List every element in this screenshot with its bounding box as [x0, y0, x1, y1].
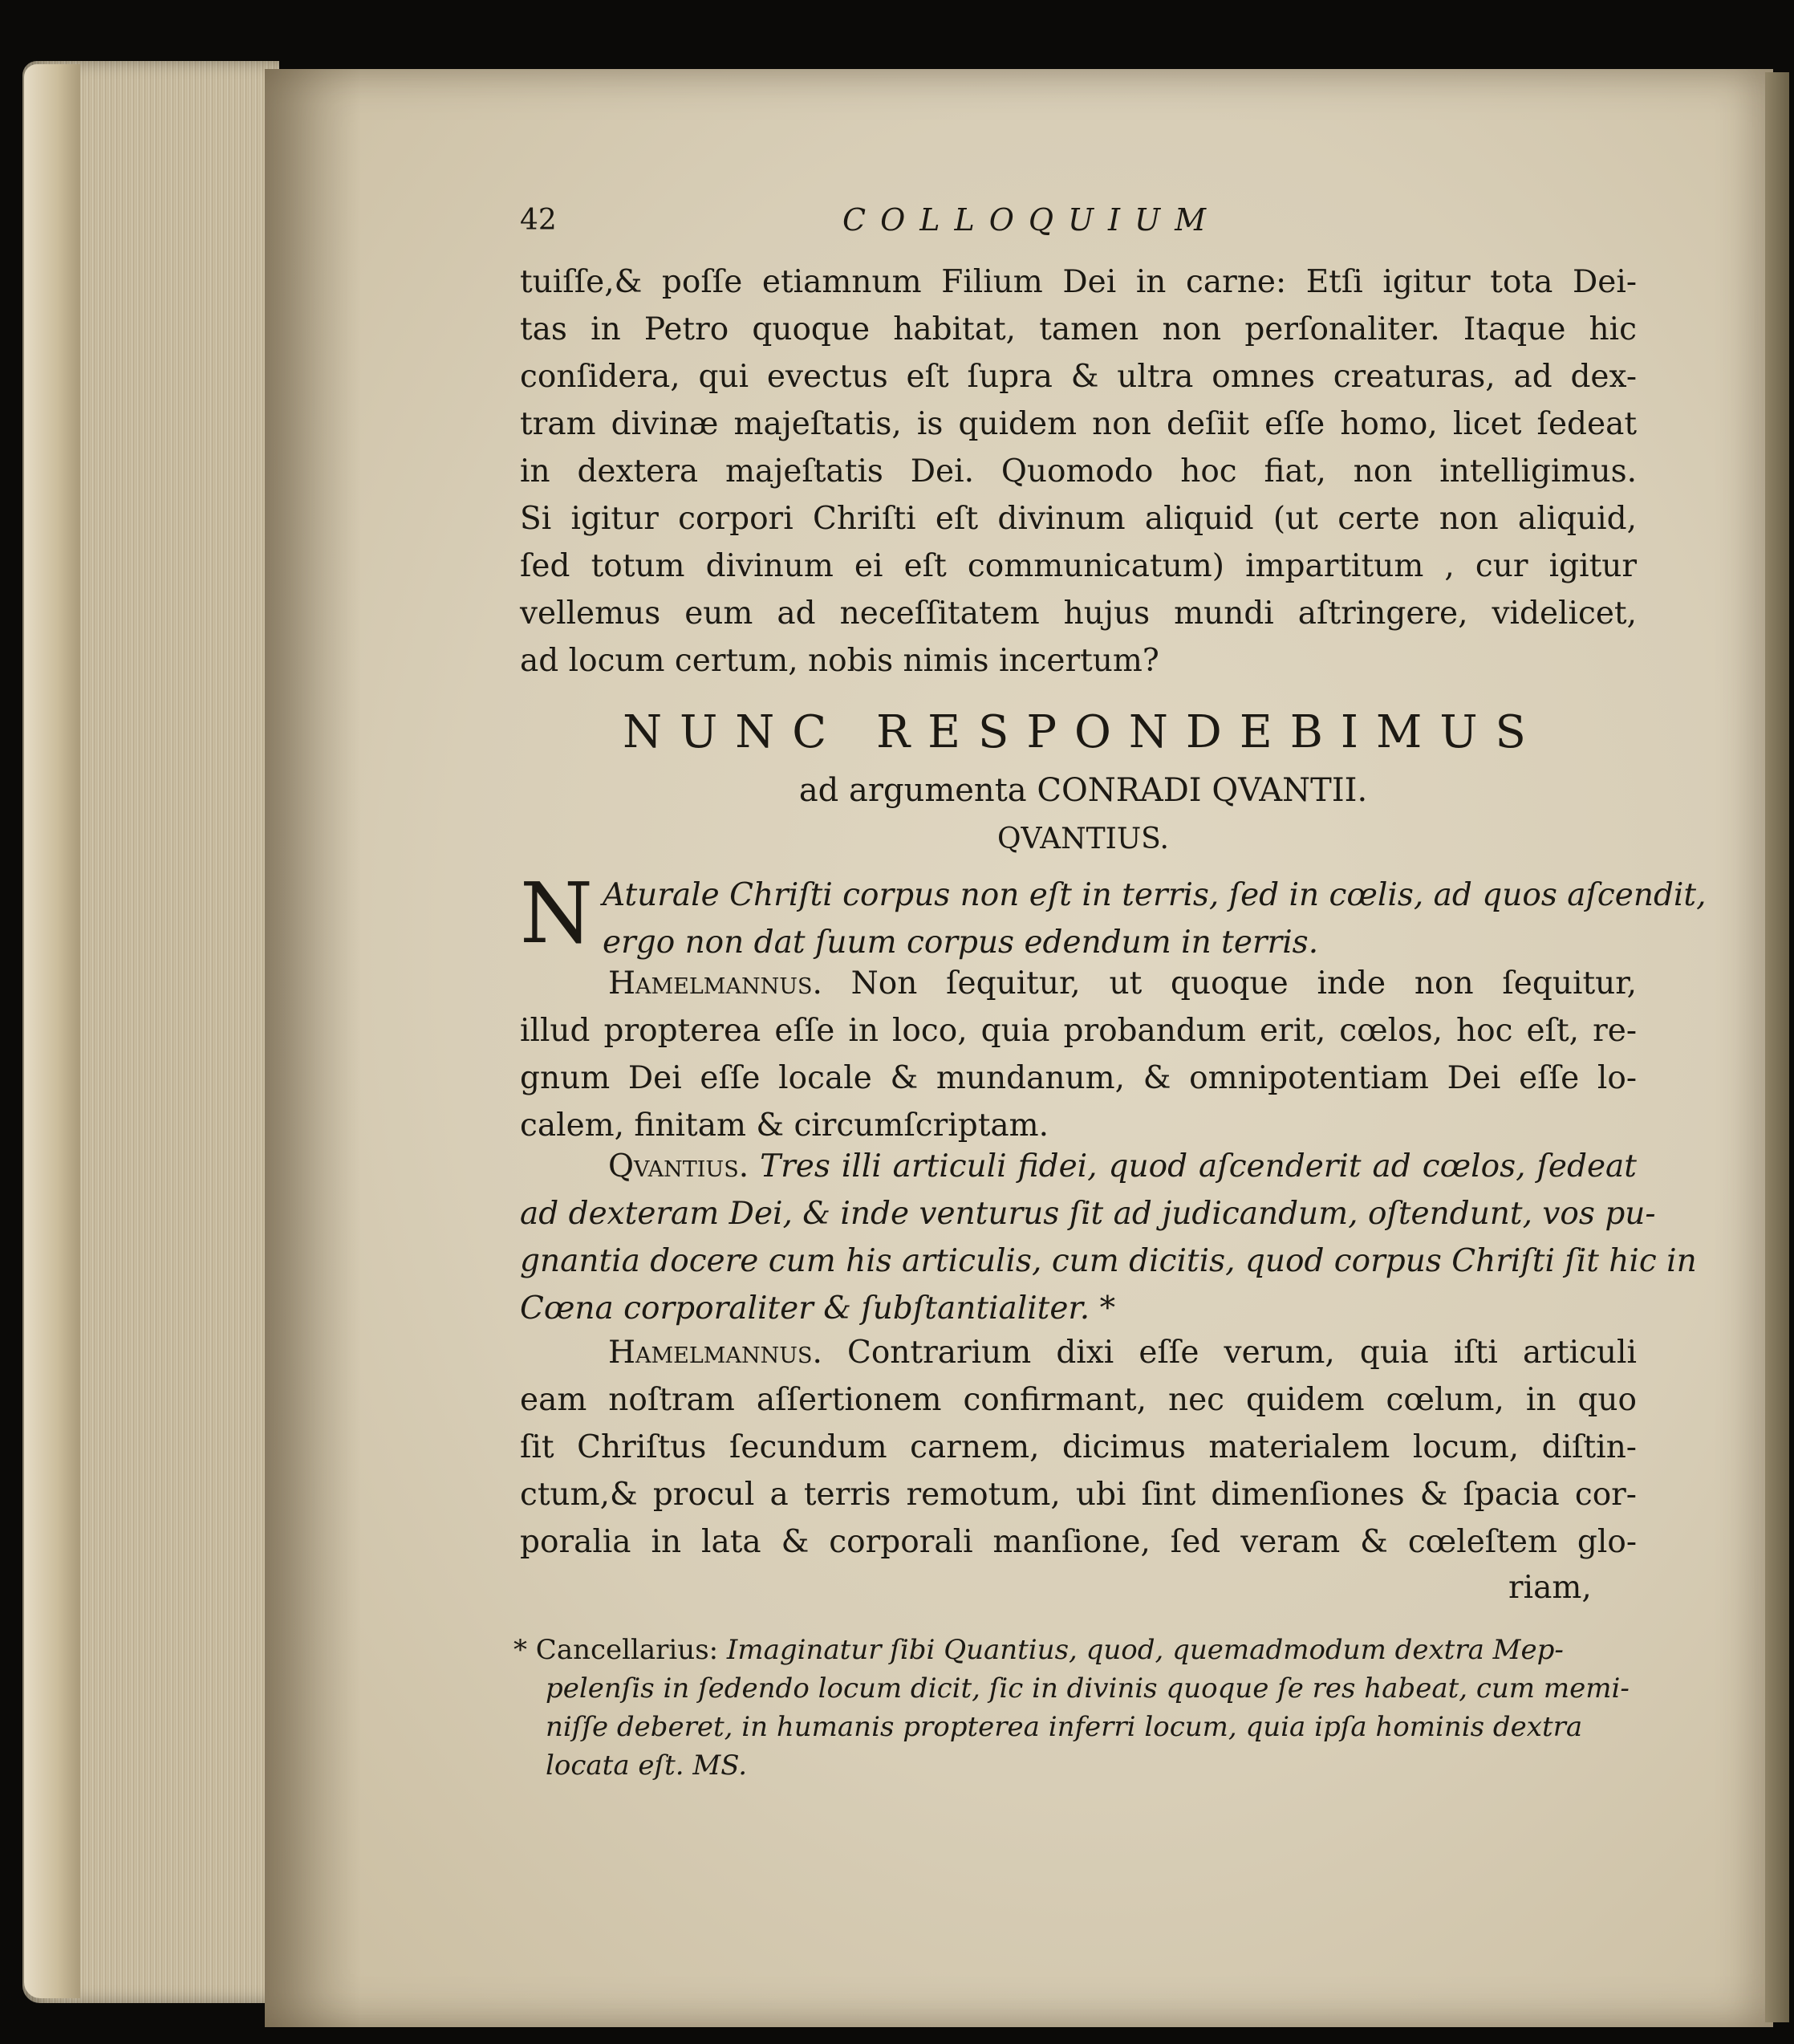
catchword: riam,	[1508, 1570, 1592, 1606]
text-line: ſed totum divinum ei eſt communicatum) impartitum , cur igitur	[520, 548, 1637, 584]
page-number: 42	[520, 204, 557, 237]
footnote-line: locata eſt. MS.	[546, 1749, 748, 1782]
speaker-name: Qvantius.	[608, 1148, 749, 1185]
footnote-line: niſſe deberet, in humanis propterea inferri locum, quia ipſa hominis dextra	[546, 1711, 1583, 1743]
section-heading: NUNC RESPONDEBIMUS	[623, 706, 1544, 758]
speaker-heading: QVANTIUS.	[997, 823, 1169, 855]
text-line	[520, 1143, 1637, 1190]
text-span: Tres illi articuli fidei, quod aſcenderit ad cœlos, ſedeat	[760, 1148, 1637, 1185]
text-line: ad dexteram Dei, & inde venturus ſit ad judicandum, oſtendunt, vos pu-	[520, 1196, 1656, 1232]
text-line: ſit Chriſtus ſecundum carnem, dicimus materialem locum, diſtin-	[520, 1429, 1637, 1465]
footnote-line	[513, 1631, 1637, 1669]
text-span: Non ſequitur, ut quoque inde non ſequitur,	[850, 965, 1637, 1002]
footnote	[513, 1631, 1637, 1785]
text-line: tuiſſe,& poſſe etiamnum Filium Dei in carne: Etſi igitur tota Dei-	[520, 264, 1637, 300]
speaker-name: Hamelmannus.	[608, 1335, 822, 1371]
text-line: illud propterea eſſe in loco, quia probandum erit, cœlos, hoc eſt, re-	[520, 1013, 1637, 1049]
next-page-edge	[1765, 72, 1789, 2022]
footnote-marker: * Cancellarius:	[513, 1634, 719, 1666]
text-line: eam noſtram aſſertionem confirmant, nec quidem cœlum, in quo	[520, 1382, 1637, 1418]
text-line: tas in Petro quoque habitat, tamen non perſonaliter. Itaque hic	[520, 311, 1637, 347]
quantius-argument	[520, 864, 1707, 966]
quantius-argument	[520, 1143, 1697, 1332]
hamelmannus-reply	[520, 1329, 1637, 1566]
text-line: ad locum certum, nobis nimis incertum?	[520, 643, 1159, 679]
speaker-name: Hamelmannus.	[608, 965, 822, 1002]
text-line: Cœna corporaliter & ſubſtantialiter. *	[520, 1290, 1116, 1327]
text-line: tram divinæ majeſtatis, is quidem non deſiit eſſe homo, licet ſedeat	[520, 406, 1637, 442]
text-line: ctum,& procul a terris remotum, ubi ſint dimenſiones & ſpacia cor-	[520, 1477, 1637, 1513]
text-line: poralia in lata & corporali manſione, ſed veram & cœleſtem glo-	[520, 1524, 1637, 1560]
text-line: calem, finitam & circumſcriptam.	[520, 1107, 1049, 1144]
section-subheading: ad argumenta CONRADI QVANTII.	[798, 772, 1368, 809]
book-cover-edge	[24, 64, 80, 1998]
drop-cap: N	[520, 864, 593, 962]
text-line: gnum Dei eſſe locale & mundanum, & omnipotentiam Dei eſſe lo-	[520, 1060, 1637, 1096]
paragraph-continuation	[520, 258, 1637, 685]
hamelmannus-reply	[520, 960, 1637, 1149]
text-span: Contrarium dixi eſſe verum, quia iſti articuli	[846, 1335, 1637, 1371]
text-line: conſidera, qui evectus eſt ſupra & ultra omnes creaturas, ad dex-	[520, 359, 1637, 395]
text-line: Si igitur corpori Chriſti eſt divinum aliquid (ut certe non aliquid,	[520, 501, 1637, 537]
footnote-line: pelenſis in ſedendo locum dicit, ſic in divinis quoque ſe res habeat, cum memi-	[546, 1672, 1630, 1705]
text-span: Imaginatur ſibi Quantius, quod, quemadmodum dextra Mep-	[726, 1634, 1564, 1666]
text-line: Aturale Chriſti corpus non eſt in terris, ſed in cœlis, ad quos aſcendit,	[603, 877, 1707, 913]
text-line: ergo non dat ſuum corpus edendum in terris.	[603, 924, 1319, 961]
text-line: in dextera majeſtatis Dei. Quomodo hoc fiat, non intelligimus.	[520, 453, 1637, 490]
running-head: COLLOQUIUM	[842, 202, 1220, 238]
text-line: vellemus eum ad neceſſitatem hujus mundi aſtringere, videlicet,	[520, 595, 1637, 632]
gutter-shadow	[265, 69, 361, 2027]
text-line	[520, 960, 1637, 1007]
text-line	[520, 1329, 1637, 1376]
text-line: gnantia docere cum his articulis, cum dicitis, quod corpus Chriſti ſit hic in	[520, 1243, 1697, 1279]
